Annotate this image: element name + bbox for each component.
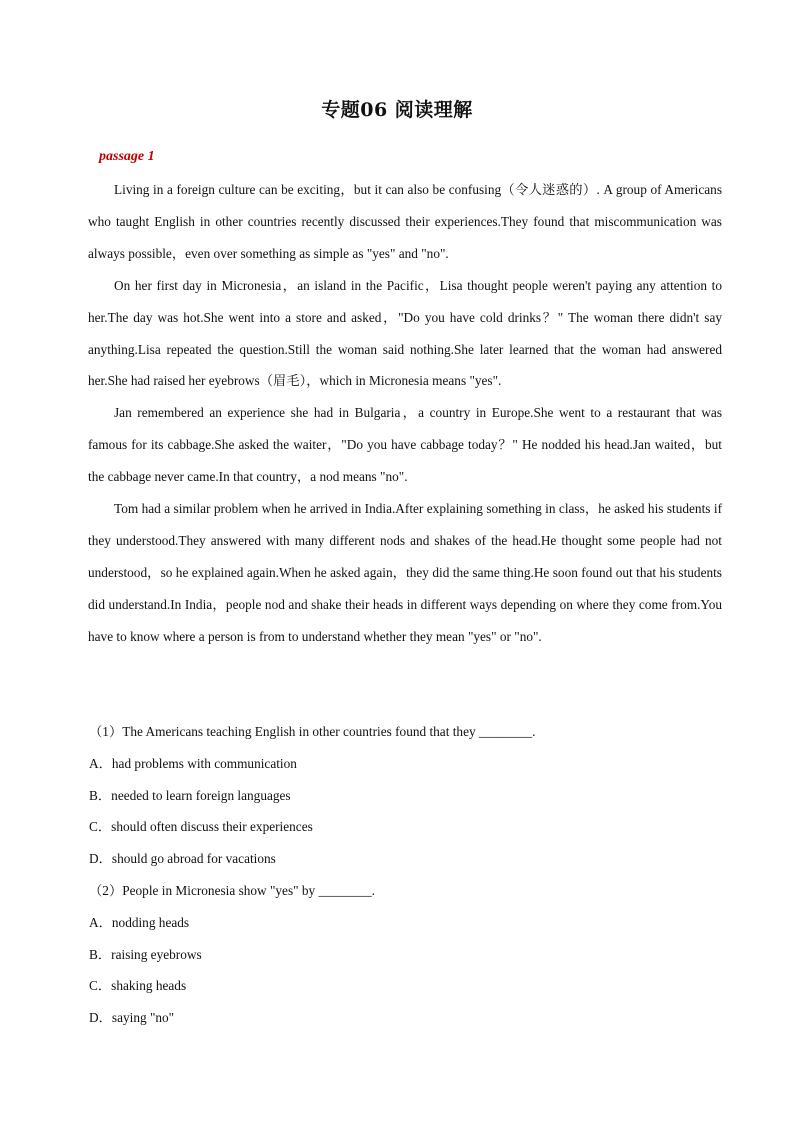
passage-label: passage 1	[99, 149, 155, 164]
passage-body	[88, 174, 722, 653]
paragraph: Living in a foreign culture can be exciting，but it can also be confusing（令人迷惑的）. A group of Americans who taught English in other countries recently discussed their experiences.They found that miscommunication was always possible，even over something as simple as "yes" and "no".	[88, 182, 722, 261]
answer-option: C．should often discuss their experiences	[89, 819, 313, 835]
answer-option: D．should go abroad for vacations	[89, 851, 276, 867]
question-list	[89, 716, 723, 1034]
answer-option: A．had problems with communication	[89, 755, 297, 771]
paragraph: Jan remembered an experience she had in Bulgaria，a country in Europe.She went to a restaurant that was famous for its cabbage.She asked the waiter，"Do you have cabbage today？" He nodded his head.Jan waited，but the cabbage never came.In that country，a nod means "no".	[88, 405, 722, 485]
answer-option: C．shaking heads	[89, 978, 187, 994]
answer-option: B．needed to learn foreign languages	[89, 787, 291, 803]
question-stem: （1）The Americans teaching English in other countries found that they ________.	[89, 724, 536, 739]
paragraph: Tom had a similar problem when he arrived in India.After explaining something in class，he asked his students if they understood.They answered with many different nods and shakes of the head.He thought some people had not understood，so he explained again.When he asked again，they did the same thing.He soon found out that his students did understand.In India，people nod and shake their heads in different ways depending on where they come from.You have to know where a person is from to understand whether they mean "yes" or "no".	[88, 501, 722, 644]
answer-option: A．nodding heads	[89, 914, 190, 930]
paragraph: On her first day in Micronesia，an island in the Pacific，Lisa thought people weren't paying any attention to her.The day was hot.She went into a store and asked，"Do you have cold drinks？" The woman there didn't say anything.Lisa repeated the question.Still the woman said nothing.She later learned that the woman had answered her.She had raised her eyebrows（眉毛），which in Micronesia means "yes".	[88, 277, 722, 389]
page-title: 专题06 阅读理解	[321, 99, 473, 121]
answer-option: B．raising eyebrows	[89, 946, 202, 962]
answer-option: D．saying "no"	[89, 1010, 175, 1026]
question-stem: （2）People in Micronesia show "yes" by ________.	[89, 882, 375, 898]
